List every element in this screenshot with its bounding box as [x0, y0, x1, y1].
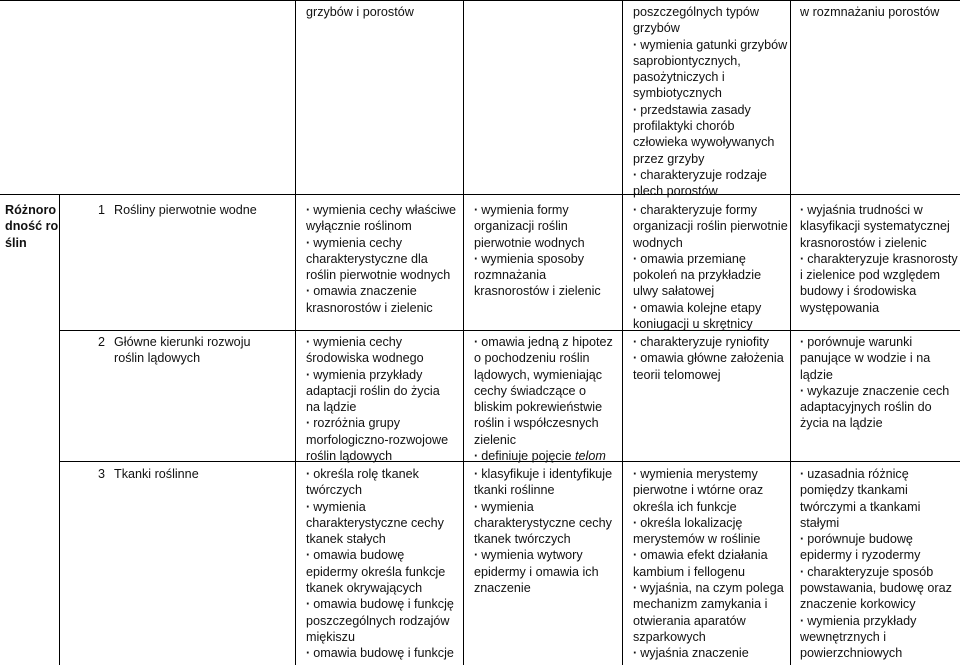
section-label: Różnorodność roślin	[5, 203, 59, 250]
list-item: · wyjaśnia, na czym polega mechanizm zamykania i otwierania aparatów szparkowych	[633, 580, 788, 645]
row-divider	[0, 0, 960, 1]
list-item: · wymienia przykłady adaptacji roślin do życia na lądzie	[306, 367, 456, 416]
requirements-highest	[800, 202, 958, 316]
list-item: · wymienia gatunki grzybów saprobiontycznych, pasożytniczych i symbiotycznych	[633, 37, 788, 102]
list-item: · charakteryzuje ryniofity	[633, 334, 788, 350]
list-item: · porównuje warunki panujące w wodzie i na lądzie	[800, 334, 958, 383]
list-item: · charakteryzuje rodzaje plech porostów	[633, 167, 788, 200]
list-item: · omawia znaczenie krasnorostów i zielenic	[306, 283, 456, 316]
column-divider	[622, 0, 623, 665]
list-item: · charakteryzuje krasnorosty i zielenice pod względem budowy i środowiska występowania	[800, 251, 958, 316]
list-item	[474, 448, 614, 464]
list-item: · charakteryzuje sposób powstawania, budowę oraz znaczenie korkowicy	[800, 564, 958, 613]
list-item: · omawia kolejne etapy koniugacji u skrętnicy	[633, 300, 788, 333]
column-divider	[463, 0, 464, 665]
list-item: · wymienia merystemy pierwotne i wtórne oraz określa ich funkcje	[633, 466, 788, 515]
list-item: · wymienia cechy charakterystyczne dla roślin pierwotnie wodnych	[306, 235, 456, 284]
row-topic: Rośliny pierwotnie wodne	[114, 203, 257, 217]
list-item: · wymienia przykłady wewnętrznych i powierzchniowych	[800, 613, 958, 662]
requirements-extended	[474, 334, 614, 464]
requirements-basic	[306, 466, 456, 662]
requirements-expanded	[633, 202, 788, 332]
requirements-highest	[800, 334, 958, 432]
column-divider	[295, 0, 296, 665]
list-item: · wymienia wytwory epidermy i omawia ich znaczenie	[474, 547, 614, 596]
list-item: · klasyfikuje i identyfikuje tkanki roślinne	[474, 466, 614, 499]
header-continuation-highest: w rozmnażaniu porostów	[800, 5, 940, 19]
term-italic: telom	[575, 449, 606, 464]
list-item: · wymienia cechy środowiska wodnego	[306, 334, 456, 367]
header-continuation-expanded	[633, 4, 788, 200]
requirements-basic	[306, 202, 456, 316]
row-divider	[59, 330, 960, 331]
list-item: · omawia budowę i funkcje	[306, 645, 456, 661]
header-continuation-basic: grzybów i porostów	[306, 5, 414, 19]
list-item: · wymienia charakterystyczne cechy tkanek stałych	[306, 499, 456, 548]
row-divider	[0, 194, 960, 195]
row-number: 2	[98, 335, 106, 349]
row-topic: Tkanki roślinne	[114, 467, 199, 481]
list-item: · wyjaśnia znaczenie	[633, 645, 788, 661]
text-line: poszczególnych typów	[633, 5, 760, 19]
row-number: 3	[98, 467, 106, 481]
list-item: · określa rolę tkanek twórczych	[306, 466, 456, 499]
list-item: · wykazuje znaczenie cech adaptacyjnych roślin do życia na lądzie	[800, 383, 958, 432]
list-item: · omawia jedną z hipotez o pochodzeniu roślin lądowych, wymieniając cechy świadczące o bliskim pokrewieństwie roślin i współczesnych zielenic	[474, 334, 614, 448]
list-item: · przedstawia zasady profilaktyki chorób człowieka wywoływanych przez grzyby	[633, 102, 788, 167]
column-divider	[790, 0, 791, 665]
requirements-highest	[800, 466, 958, 662]
text-fragment: definiuje pojęcie	[481, 449, 576, 464]
list-item: · określa lokalizację merystemów w roślinie	[633, 515, 788, 548]
list-item: · wyjaśnia trudności w klasyfikacji systematycznej krasnorostów i zielenic	[800, 202, 958, 251]
list-item: · omawia przemianę pokoleń na przykładzie ulwy sałatowej	[633, 251, 788, 300]
column-divider	[59, 194, 60, 665]
list-item: · wymienia cechy właściwe wyłącznie roślinom	[306, 202, 456, 235]
list-item: · omawia efekt działania kambium i fellogenu	[633, 547, 788, 580]
list-item: · omawia budowę epidermy określa funkcje tkanek okrywających	[306, 547, 456, 596]
list-item: · wymienia sposoby rozmnażania krasnorostów i zielenic	[474, 251, 614, 300]
requirements-extended	[474, 466, 614, 596]
list-item: · omawia główne założenia teorii telomowej	[633, 350, 788, 383]
requirements-expanded	[633, 334, 788, 383]
list-item: · porównuje budowę epidermy i ryzodermy	[800, 531, 958, 564]
requirements-expanded	[633, 466, 788, 662]
list-item: · uzasadnia różnicę pomiędzy tkankami twórczymi a tkankami stałymi	[800, 466, 958, 531]
list-item: · rozróżnia grupy morfologiczno-rozwojowe roślin lądowych	[306, 415, 456, 464]
list-item: · wymienia formy organizacji roślin pierwotnie wodnych	[474, 202, 614, 251]
list-item: · omawia budowę i funkcję poszczególnych rodzajów miękiszu	[306, 596, 456, 645]
list-item: · charakteryzuje formy organizacji roślin pierwotnie wodnych	[633, 202, 788, 251]
requirements-basic	[306, 334, 456, 464]
text-line: grzybów	[633, 21, 680, 36]
requirements-extended	[474, 202, 614, 300]
list-item: · wymienia charakterystyczne cechy tkanek twórczych	[474, 499, 614, 548]
row-number: 1	[98, 203, 106, 217]
row-topic: Główne kierunki rozwoju roślin lądowych	[114, 335, 251, 366]
